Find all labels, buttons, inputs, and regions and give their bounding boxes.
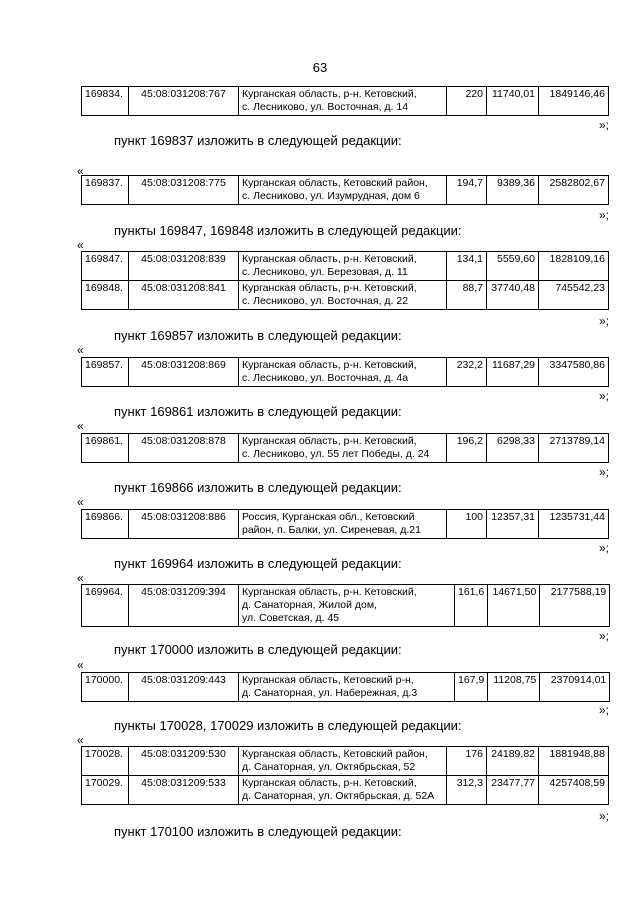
address-line: Курганская область, Кетовский район, bbox=[242, 177, 428, 189]
cadastral-number: 45:08:031208:767 bbox=[129, 87, 239, 116]
price-value: 9389,36 bbox=[487, 176, 539, 205]
address-cell bbox=[239, 87, 447, 116]
price-value: 24189,82 bbox=[487, 747, 539, 776]
table-row bbox=[82, 510, 609, 539]
table-row bbox=[82, 776, 609, 805]
area-value: 176 bbox=[447, 747, 487, 776]
total-value: 1828109,16 bbox=[539, 252, 609, 281]
address-line: д. Санаторная, ул. Набережная, д.3 bbox=[242, 687, 418, 699]
area-value: 196,2 bbox=[447, 434, 487, 463]
total-value: 2582802,67 bbox=[539, 176, 609, 205]
total-value: 2713789,14 bbox=[539, 434, 609, 463]
instruction-text: пункт 169866 изложить в следующей редакции: bbox=[114, 480, 402, 495]
table-block-0 bbox=[81, 86, 609, 116]
cadastral-number: 45:08:031208:869 bbox=[129, 358, 239, 387]
table-row bbox=[82, 252, 609, 281]
address-line: Курганская область, р-н. Кетовский, bbox=[242, 435, 417, 447]
opening-quote: « bbox=[77, 419, 84, 433]
price-value: 6298,33 bbox=[487, 434, 539, 463]
opening-quote: « bbox=[77, 164, 84, 178]
cadastral-number: 45:08:031208:886 bbox=[129, 510, 239, 539]
row-number: 169866. bbox=[82, 510, 129, 539]
row-number: 169837. bbox=[82, 176, 129, 205]
table-block-4 bbox=[81, 433, 609, 463]
table-block-6 bbox=[81, 584, 610, 627]
table-row bbox=[82, 434, 609, 463]
address-cell bbox=[239, 281, 447, 310]
price-value: 11740,01 bbox=[487, 87, 539, 116]
cadastral-number: 45:08:031209:443 bbox=[129, 673, 239, 702]
table-row bbox=[82, 176, 609, 205]
closing-quote: »; bbox=[599, 809, 610, 823]
closing-quote: »; bbox=[599, 208, 610, 222]
opening-quote: « bbox=[77, 733, 84, 747]
price-value: 23477,77 bbox=[487, 776, 539, 805]
closing-quote: »; bbox=[599, 541, 610, 555]
address-line: район, п. Балки, ул. Сиреневая, д.21 bbox=[242, 524, 421, 536]
table-block-1 bbox=[81, 175, 609, 205]
address-cell bbox=[239, 434, 447, 463]
row-number: 170028. bbox=[82, 747, 129, 776]
closing-quote: »; bbox=[599, 389, 610, 403]
address-line: Курганская область, р-н. Кетовский, bbox=[242, 253, 417, 265]
total-value: 2177588,19 bbox=[540, 585, 610, 627]
address-cell bbox=[239, 358, 447, 387]
total-value: 1235731,44 bbox=[539, 510, 609, 539]
row-number: 169857. bbox=[82, 358, 129, 387]
opening-quote: « bbox=[77, 658, 84, 672]
price-value: 12357,31 bbox=[487, 510, 539, 539]
area-value: 88,7 bbox=[447, 281, 487, 310]
opening-quote: « bbox=[77, 238, 84, 252]
cadastral-number: 45:08:031208:839 bbox=[129, 252, 239, 281]
row-number: 169964. bbox=[82, 585, 129, 627]
total-value: 3347580,86 bbox=[539, 358, 609, 387]
table-block-3 bbox=[81, 357, 609, 387]
table-row bbox=[82, 673, 610, 702]
area-value: 100 bbox=[447, 510, 487, 539]
instruction-text: пункт 169861 изложить в следующей редакции: bbox=[114, 404, 402, 419]
area-value: 167,9 bbox=[455, 673, 488, 702]
address-line: Курганская область, р-н. Кетовский, bbox=[242, 777, 417, 789]
price-value: 11208,75 bbox=[488, 673, 540, 702]
area-value: 134,1 bbox=[447, 252, 487, 281]
address-line: Россия, Курганская обл., Кетовский bbox=[242, 511, 415, 523]
closing-quote: »; bbox=[599, 314, 610, 328]
price-value: 5559,60 bbox=[487, 252, 539, 281]
closing-quote: »; bbox=[599, 118, 610, 132]
address-line: Курганская область, Кетовский р-н, bbox=[242, 674, 414, 686]
cadastral-number: 45:08:031209:394 bbox=[129, 585, 239, 627]
address-line: с. Лесниково, ул. Березовая, д. 11 bbox=[242, 266, 408, 278]
table-block-8 bbox=[81, 746, 609, 805]
table-row bbox=[82, 281, 609, 310]
cadastral-number: 45:08:031208:841 bbox=[129, 281, 239, 310]
table-row bbox=[82, 358, 609, 387]
address-cell bbox=[239, 673, 455, 702]
price-value: 14671,50 bbox=[488, 585, 540, 627]
row-number: 169848. bbox=[82, 281, 129, 310]
price-value: 37740,48 bbox=[487, 281, 539, 310]
area-value: 194,7 bbox=[447, 176, 487, 205]
total-value: 1881948,88 bbox=[539, 747, 609, 776]
instruction-text: пункты 169847, 169848 изложить в следующей редакции: bbox=[114, 223, 462, 238]
address-line: Курганская область, Кетовский район, bbox=[242, 748, 428, 760]
table-block-2 bbox=[81, 251, 609, 310]
instruction-text: пункт 169857 изложить в следующей редакции: bbox=[114, 328, 402, 343]
address-cell bbox=[239, 510, 447, 539]
row-number: 170000. bbox=[82, 673, 129, 702]
address-cell bbox=[239, 176, 447, 205]
row-number: 169847. bbox=[82, 252, 129, 281]
address-cell bbox=[239, 747, 447, 776]
address-line: Курганская область, р-н. Кетовский, bbox=[242, 88, 417, 100]
closing-quote: »; bbox=[599, 465, 610, 479]
total-value: 2370914,01 bbox=[540, 673, 610, 702]
address-line: с. Лесниково, ул. Восточная, д. 14 bbox=[242, 101, 409, 113]
instruction-text: пункт 170100 изложить в следующей редакции: bbox=[114, 824, 402, 839]
address-line: Курганская область, р-н. Кетовский, bbox=[242, 282, 417, 294]
opening-quote: « bbox=[77, 343, 84, 357]
cadastral-number: 45:08:031209:533 bbox=[129, 776, 239, 805]
table-row bbox=[82, 87, 609, 116]
total-value: 1849146,46 bbox=[539, 87, 609, 116]
address-line: Курганская область, р-н. Кетовский, bbox=[242, 586, 417, 598]
opening-quote: « bbox=[77, 571, 84, 585]
row-number: 169861. bbox=[82, 434, 129, 463]
table-block-5 bbox=[81, 509, 609, 539]
cadastral-number: 45:08:031208:878 bbox=[129, 434, 239, 463]
cadastral-number: 45:08:031208:775 bbox=[129, 176, 239, 205]
table-block-7 bbox=[81, 672, 610, 702]
area-value: 161,6 bbox=[455, 585, 488, 627]
instruction-text: пункты 170028, 170029 изложить в следующей редакции: bbox=[114, 718, 462, 733]
total-value: 745542,23 bbox=[539, 281, 609, 310]
row-number: 170029. bbox=[82, 776, 129, 805]
page-number: 63 bbox=[312, 60, 328, 75]
instruction-text: пункт 170000 изложить в следующей редакции: bbox=[114, 642, 402, 657]
address-cell bbox=[239, 776, 447, 805]
closing-quote: »; bbox=[599, 629, 610, 643]
address-line: д. Санаторная, ул. Октябрьская, д. 52А bbox=[242, 790, 435, 802]
row-number: 169834. bbox=[82, 87, 129, 116]
address-line: ул. Советская, д. 45 bbox=[242, 612, 340, 624]
address-line: д. Санаторная, ул. Октябрьская, 52 bbox=[242, 761, 416, 773]
address-line: с. Лесниково, ул. 55 лет Победы, д. 24 bbox=[242, 448, 430, 460]
address-line: Курганская область, р-н. Кетовский, bbox=[242, 359, 417, 371]
area-value: 232,2 bbox=[447, 358, 487, 387]
area-value: 220 bbox=[447, 87, 487, 116]
table-row bbox=[82, 747, 609, 776]
address-line: с. Лесниково, ул. Восточная, д. 22 bbox=[242, 295, 409, 307]
closing-quote: »; bbox=[599, 703, 610, 717]
total-value: 4257408,59 bbox=[539, 776, 609, 805]
area-value: 312,3 bbox=[447, 776, 487, 805]
cadastral-number: 45:08:031209:530 bbox=[129, 747, 239, 776]
address-line: с. Лесниково, ул. Изумрудная, дом 6 bbox=[242, 190, 420, 202]
address-cell bbox=[239, 252, 447, 281]
opening-quote: « bbox=[77, 495, 84, 509]
address-line: с. Лесниково, ул. Восточная, д. 4а bbox=[242, 372, 409, 384]
table-row bbox=[82, 585, 610, 627]
price-value: 11687,29 bbox=[487, 358, 539, 387]
instruction-text: пункт 169837 изложить в следующей редакции: bbox=[114, 133, 402, 148]
address-cell bbox=[239, 585, 455, 627]
instruction-text: пункт 169964 изложить в следующей редакции: bbox=[114, 556, 402, 571]
address-line: д. Санаторная, Жилой дом, bbox=[242, 599, 377, 611]
